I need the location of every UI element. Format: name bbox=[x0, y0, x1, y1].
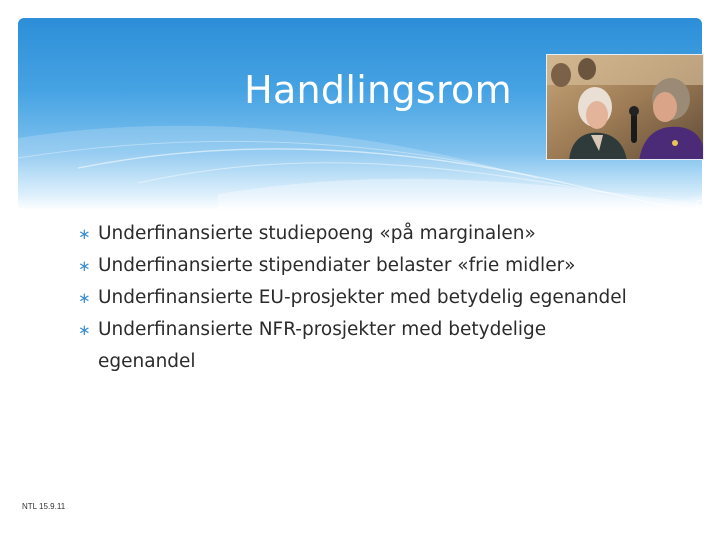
bullet-text: Underfinansierte EU-prosjekter med betydelig egenandel bbox=[98, 287, 627, 308]
footer-date: NTL 15.9.11 bbox=[22, 502, 66, 511]
bullet-asterisk-icon: ∗ bbox=[78, 321, 91, 339]
bullet-asterisk-icon: ∗ bbox=[78, 225, 91, 243]
bullet-text: Underfinansierte stipendiater belaster «frie midler» bbox=[98, 255, 576, 276]
list-item bbox=[76, 314, 636, 378]
bullet-asterisk-icon: ∗ bbox=[78, 257, 91, 275]
people-photo-image bbox=[547, 55, 704, 160]
bullet-text: Underfinansierte studiepoeng «på marginalen» bbox=[98, 223, 536, 244]
slide-title: Handlingsrom bbox=[244, 68, 512, 112]
list-item bbox=[76, 282, 636, 314]
list-item bbox=[76, 218, 636, 250]
list-item bbox=[76, 250, 636, 282]
people-photo bbox=[546, 54, 704, 160]
bullet-list bbox=[76, 218, 636, 378]
bullet-text: Underfinansierte NFR-prosjekter med betydelige egenandel bbox=[98, 319, 547, 372]
bullet-asterisk-icon: ∗ bbox=[78, 289, 91, 307]
